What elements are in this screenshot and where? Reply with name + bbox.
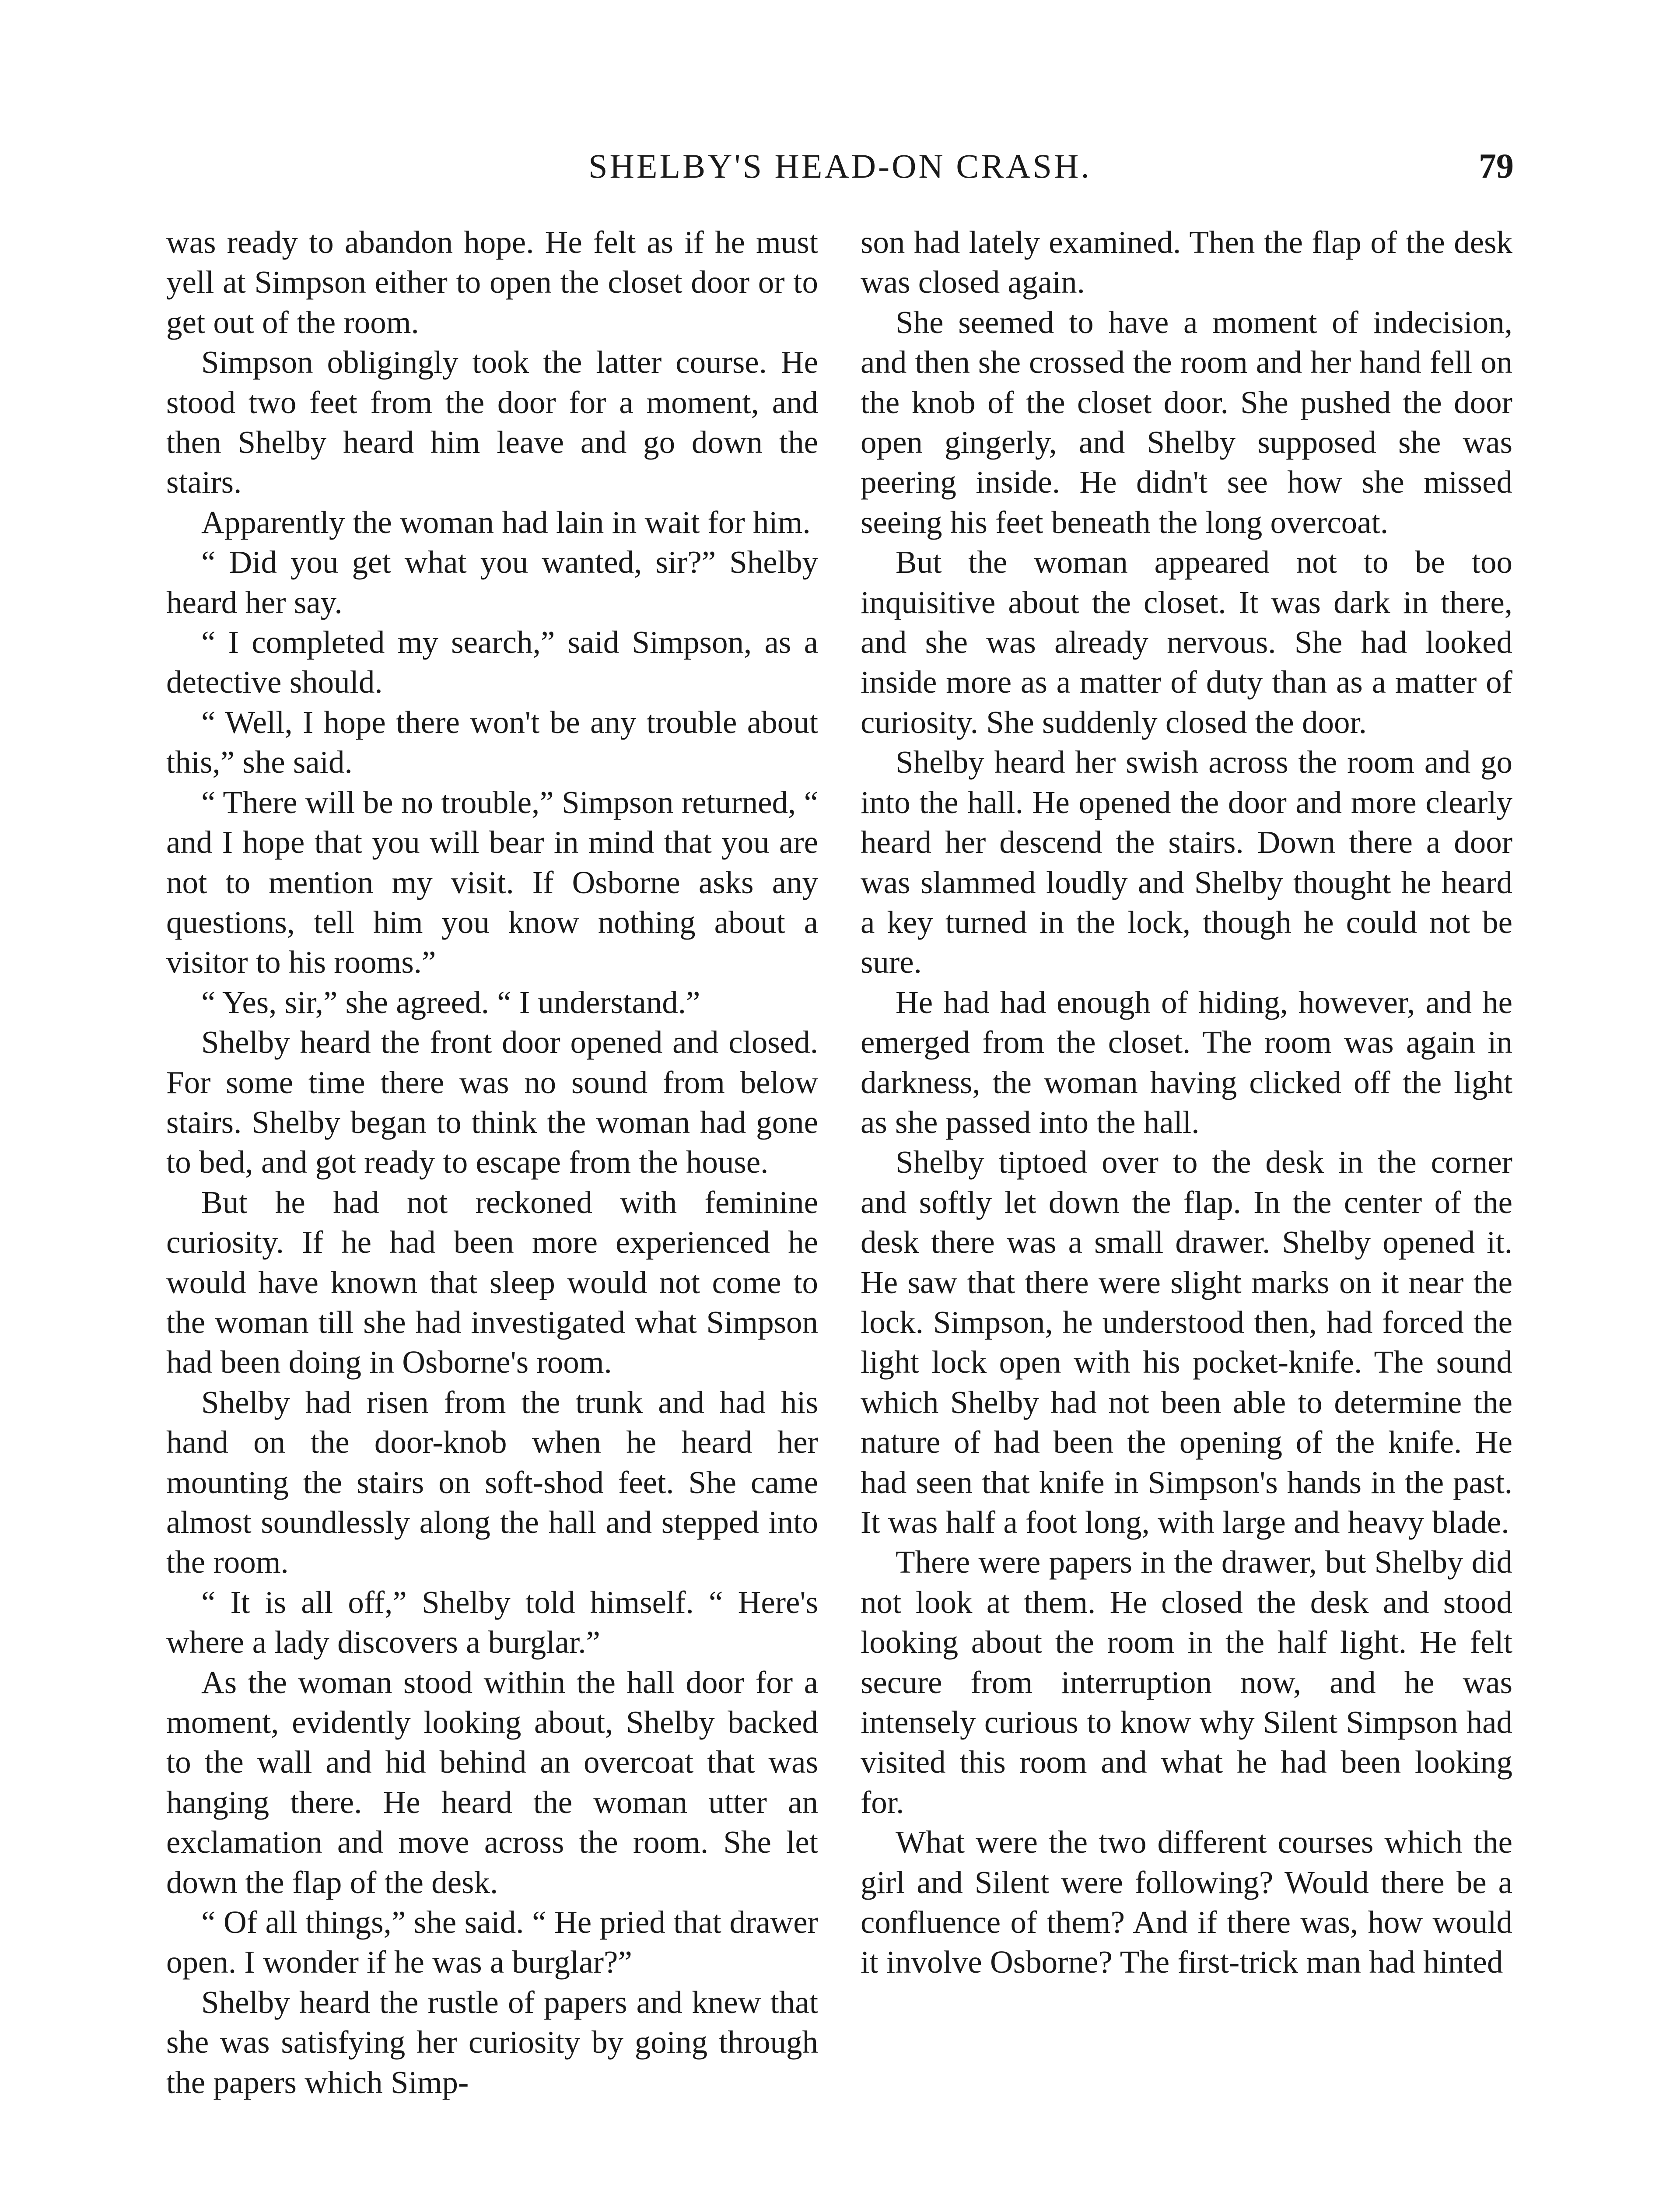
paragraph: Shelby heard her swish across the room and go into the hall. He opened the door and more clearly heard her descend the stairs. Down there a door was slammed loudly and Shelby thought he heard a key turned in the lock, though he could not be sure.	[861, 744, 1512, 980]
paragraph: “ It is all off,” Shelby told himself. “ Here's where a lady discovers a burglar.”	[166, 1584, 818, 1660]
paragraph: But the woman appeared not to be too inquisitive about the closet. It was dark in there, and she was already nervous. She had looked inside more as a matter of duty than as a matter of curiosity. She suddenly closed the door.	[861, 544, 1512, 740]
paragraph: But he had not reckoned with feminine curiosity. If he had been more experienced he would have known that sleep would not come to the woman till she had investigated what Simpson had been doing in Osborne's room.	[166, 1184, 818, 1380]
page-number: 79	[1479, 147, 1514, 186]
paragraph: Shelby tiptoed over to the desk in the corner and softly let down the flap. In the center of the desk there was a small drawer. Shelby opened it. He saw that there were slight marks on it near the lock. Simpson, he understood then, had forced the light lock open with his pocket-knife. The sound which Shelby had not been able to determine the nature of had been the opening of the knife. He had seen that knife in Simpson's hands in the past. It was half a foot long, with large and heavy blade.	[861, 1144, 1512, 1540]
paragraph: son had lately examined. Then the flap of the desk was closed again.	[861, 224, 1512, 300]
paragraph: “ There will be no trouble,” Simpson returned, “ and I hope that you will bear in mind that you are not to mention my visit. If Osborne asks any questions, tell him you know nothing about a visitor to his rooms.”	[166, 784, 818, 980]
paragraph: “ Yes, sir,” she agreed. “ I understand.”	[201, 984, 700, 1020]
paragraph: “ Well, I hope there won't be any trouble about this,” she said.	[166, 704, 818, 780]
paragraph: What were the two different courses which the girl and Silent were following? Would there be a confluence of them? And if there was, how would it involve Osborne? The first-trick man had hinted	[861, 1824, 1512, 1980]
paragraph: Shelby had risen from the trunk and had his hand on the door-knob when he heard her mounting the stairs on soft-shod feet. She came almost soundlessly along the hall and stepped into the room.	[166, 1384, 818, 1580]
paragraph: was ready to abandon hope. He felt as if he must yell at Simpson either to open the closet door or to get out of the room.	[166, 224, 818, 340]
paragraph: “ Did you get what you wanted, sir?” Shelby heard her say.	[166, 544, 818, 620]
running-title: SHELBY'S HEAD-ON CRASH.	[588, 147, 1092, 185]
paragraph: He had had enough of hiding, however, and he emerged from the closet. The room was again in darkness, the woman having clicked off the light as she passed into the hall.	[861, 984, 1512, 1140]
paragraph: Simpson obligingly took the latter course. He stood two feet from the door for a moment, and then Shelby heard him leave and go down the stairs.	[166, 344, 818, 500]
paragraph: Shelby heard the front door opened and closed. For some time there was no sound from below stairs. Shelby began to think the woman had gone to bed, and got ready to escape from the house.	[166, 1024, 818, 1180]
paragraph: As the woman stood within the hall door for a moment, evidently looking about, Shelby backed to the wall and hid behind an overcoat that was hanging there. He heard the woman utter an exclamation and move across the room. She let down the flap of the desk.	[166, 1664, 818, 1900]
paragraph: There were papers in the drawer, but Shelby did not look at them. He closed the desk and stood looking about the room in the half light. He felt secure from interruption now, and he was intensely curious to know why Silent Simpson had visited this room and what he had been looking for.	[861, 1544, 1512, 1820]
text-column-left	[166, 222, 818, 2102]
paragraph: Apparently the woman had lain in wait for him.	[201, 504, 811, 540]
paragraph: “ I completed my search,” said Simpson, as a detective should.	[166, 624, 818, 700]
running-header	[166, 144, 1514, 188]
paragraph: Shelby heard the rustle of papers and knew that she was satisfying her curiosity by going through the papers which Simp-	[166, 1984, 818, 2100]
paragraph: “ Of all things,” she said. “ He pried that drawer open. I wonder if he was a burglar?”	[166, 1904, 818, 1980]
paragraph: She seemed to have a moment of indecision, and then she crossed the room and her hand fell on the knob of the closet door. She pushed the door open gingerly, and Shelby supposed she was peering inside. He didn't see how she missed seeing his feet beneath the long overcoat.	[861, 304, 1512, 540]
text-column-right	[861, 222, 1512, 1982]
